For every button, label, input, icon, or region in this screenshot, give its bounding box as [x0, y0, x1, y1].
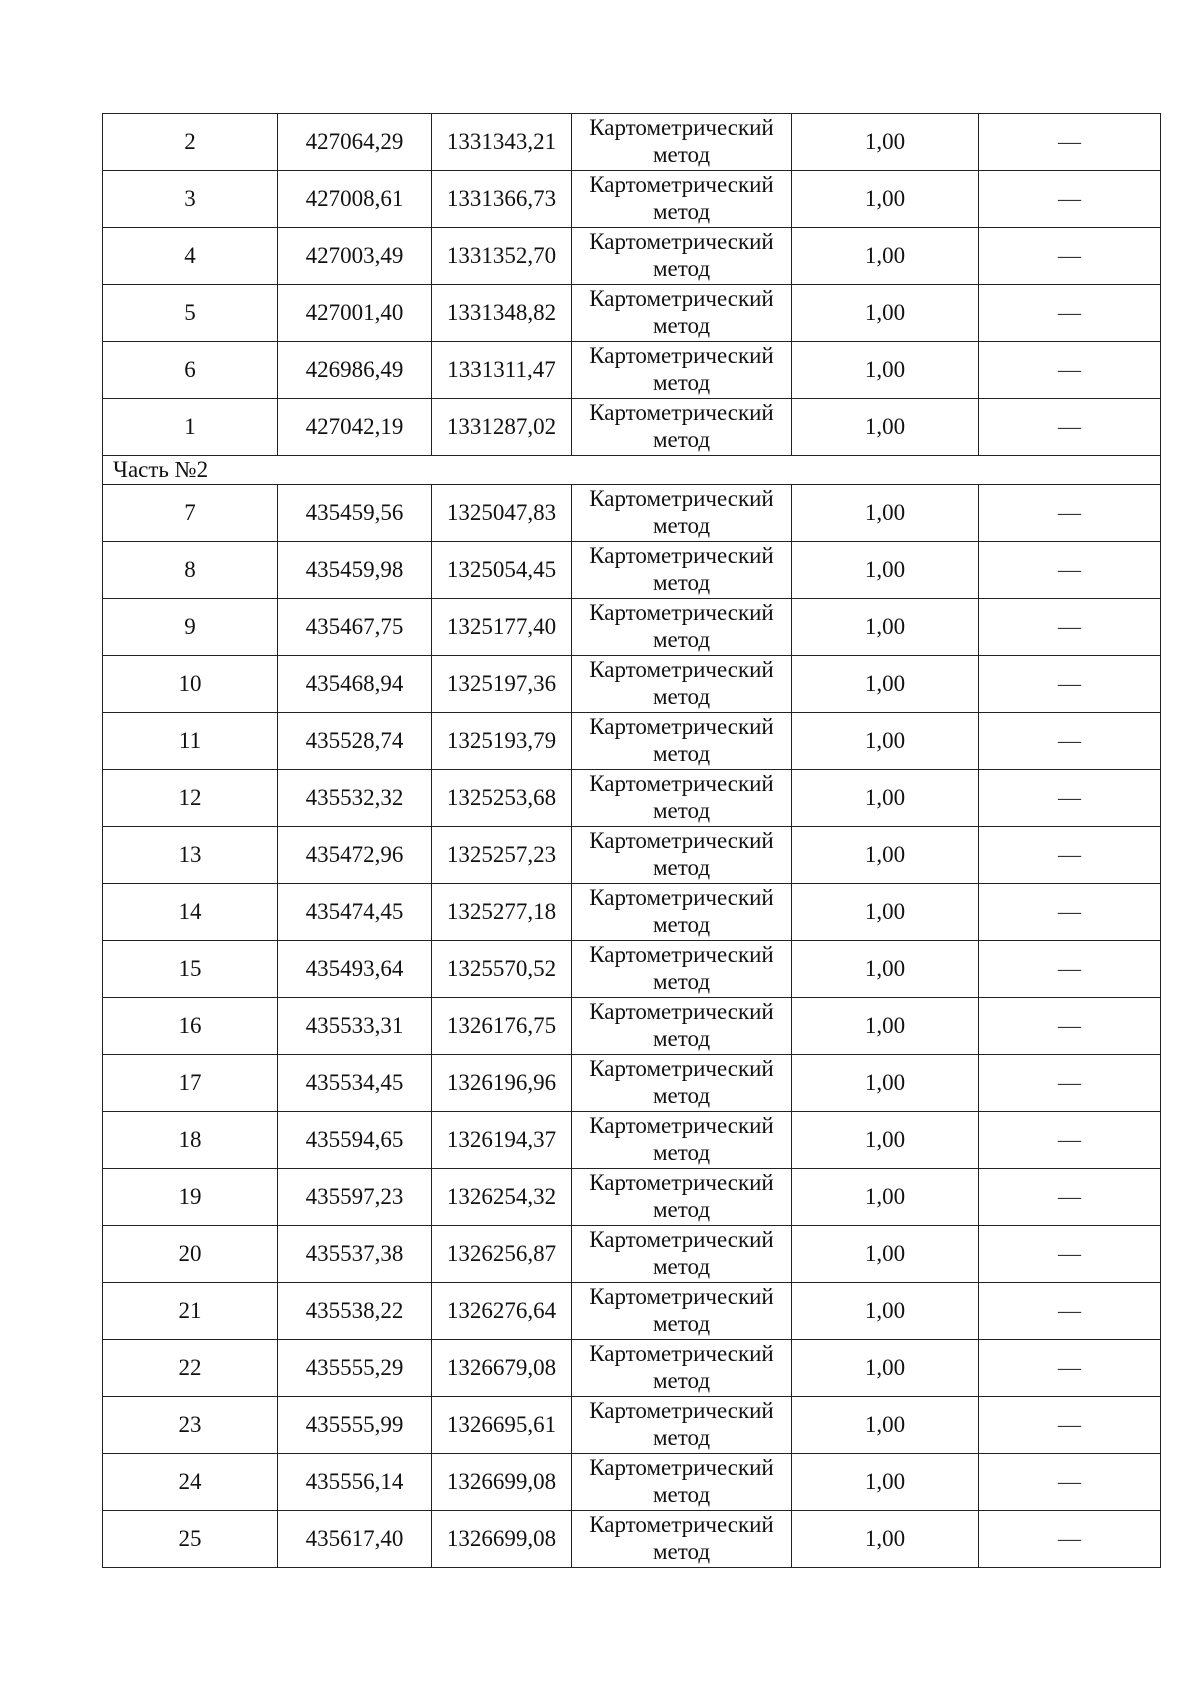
table-row — [103, 827, 1161, 884]
note-cell: — — [979, 1511, 1161, 1568]
table-row — [103, 342, 1161, 399]
method-cell — [572, 285, 792, 342]
x-coordinate-cell: 435617,40 — [278, 1511, 432, 1568]
accuracy-cell: 1,00 — [792, 171, 979, 228]
x-coordinate-cell: 435537,38 — [278, 1226, 432, 1283]
y-coordinate-cell: 1326196,96 — [432, 1055, 572, 1112]
point-number-cell: 20 — [103, 1226, 278, 1283]
method-line-1: Картометрический — [589, 399, 774, 425]
method-line-1: Картометрический — [589, 114, 774, 140]
note-cell: — — [979, 1169, 1161, 1226]
method-cell — [572, 171, 792, 228]
y-coordinate-cell: 1326699,08 — [432, 1454, 572, 1511]
method-cell — [572, 827, 792, 884]
method-line-2: метод — [652, 255, 711, 281]
point-number-cell: 19 — [103, 1169, 278, 1226]
method-cell — [572, 114, 792, 171]
x-coordinate-cell: 435474,45 — [278, 884, 432, 941]
method-line-1: Картометрический — [589, 770, 774, 796]
table-row — [103, 599, 1161, 656]
y-coordinate-cell: 1331352,70 — [432, 228, 572, 285]
x-coordinate-cell: 427003,49 — [278, 228, 432, 285]
method-line-1: Картометрический — [589, 228, 774, 254]
table-row — [103, 1226, 1161, 1283]
x-coordinate-cell: 435459,56 — [278, 485, 432, 542]
method-line-1: Картометрический — [589, 713, 774, 739]
method-line-1: Картометрический — [589, 599, 774, 625]
accuracy-cell: 1,00 — [792, 656, 979, 713]
method-line-2: метод — [652, 911, 711, 937]
table-row — [103, 399, 1161, 456]
point-number-cell: 11 — [103, 713, 278, 770]
coordinates-table — [102, 113, 1161, 1568]
y-coordinate-cell: 1325193,79 — [432, 713, 572, 770]
accuracy-cell: 1,00 — [792, 770, 979, 827]
accuracy-cell: 1,00 — [792, 998, 979, 1055]
note-cell: — — [979, 713, 1161, 770]
method-cell — [572, 1226, 792, 1283]
y-coordinate-cell: 1331348,82 — [432, 285, 572, 342]
section-row — [103, 456, 1161, 485]
method-line-2: метод — [652, 198, 711, 224]
method-line-1: Картометрический — [589, 941, 774, 967]
method-cell — [572, 1169, 792, 1226]
method-cell — [572, 656, 792, 713]
y-coordinate-cell: 1326194,37 — [432, 1112, 572, 1169]
x-coordinate-cell: 435459,98 — [278, 542, 432, 599]
accuracy-cell: 1,00 — [792, 599, 979, 656]
method-cell — [572, 998, 792, 1055]
x-coordinate-cell: 426986,49 — [278, 342, 432, 399]
method-line-1: Картометрический — [589, 1283, 774, 1309]
table-row — [103, 1055, 1161, 1112]
note-cell: — — [979, 285, 1161, 342]
method-line-1: Картометрический — [589, 1112, 774, 1138]
point-number-cell: 1 — [103, 399, 278, 456]
section-label: Часть №2 — [103, 456, 1161, 485]
method-cell — [572, 1454, 792, 1511]
point-number-cell: 22 — [103, 1340, 278, 1397]
x-coordinate-cell: 435594,65 — [278, 1112, 432, 1169]
method-line-1: Картометрический — [589, 485, 774, 511]
table-row — [103, 713, 1161, 770]
table-row — [103, 656, 1161, 713]
point-number-cell: 24 — [103, 1454, 278, 1511]
note-cell: — — [979, 1055, 1161, 1112]
table-row — [103, 884, 1161, 941]
method-cell — [572, 941, 792, 998]
x-coordinate-cell: 435528,74 — [278, 713, 432, 770]
note-cell: — — [979, 941, 1161, 998]
accuracy-cell: 1,00 — [792, 1055, 979, 1112]
note-cell: — — [979, 171, 1161, 228]
x-coordinate-cell: 435555,99 — [278, 1397, 432, 1454]
accuracy-cell: 1,00 — [792, 1397, 979, 1454]
table-row — [103, 1340, 1161, 1397]
method-line-1: Картометрический — [589, 1340, 774, 1366]
table-row — [103, 1511, 1161, 1568]
note-cell: — — [979, 399, 1161, 456]
y-coordinate-cell: 1326256,87 — [432, 1226, 572, 1283]
note-cell: — — [979, 1226, 1161, 1283]
method-line-2: метод — [652, 312, 711, 338]
method-cell — [572, 1397, 792, 1454]
note-cell: — — [979, 1340, 1161, 1397]
method-cell — [572, 713, 792, 770]
y-coordinate-cell: 1331311,47 — [432, 342, 572, 399]
accuracy-cell: 1,00 — [792, 542, 979, 599]
method-line-1: Картометрический — [589, 1169, 774, 1195]
x-coordinate-cell: 435467,75 — [278, 599, 432, 656]
method-cell — [572, 342, 792, 399]
y-coordinate-cell: 1326699,08 — [432, 1511, 572, 1568]
x-coordinate-cell: 427064,29 — [278, 114, 432, 171]
table-row — [103, 1397, 1161, 1454]
x-coordinate-cell: 435555,29 — [278, 1340, 432, 1397]
method-cell — [572, 1055, 792, 1112]
method-line-1: Картометрический — [589, 656, 774, 682]
method-line-2: метод — [652, 740, 711, 766]
method-cell — [572, 1112, 792, 1169]
y-coordinate-cell: 1325570,52 — [432, 941, 572, 998]
method-line-2: метод — [652, 1025, 711, 1051]
note-cell: — — [979, 827, 1161, 884]
y-coordinate-cell: 1326176,75 — [432, 998, 572, 1055]
method-line-1: Картометрический — [589, 1511, 774, 1537]
method-cell — [572, 1283, 792, 1340]
method-cell — [572, 228, 792, 285]
accuracy-cell: 1,00 — [792, 114, 979, 171]
note-cell: — — [979, 599, 1161, 656]
point-number-cell: 25 — [103, 1511, 278, 1568]
note-cell: — — [979, 1397, 1161, 1454]
y-coordinate-cell: 1326679,08 — [432, 1340, 572, 1397]
table-row — [103, 770, 1161, 827]
y-coordinate-cell: 1331366,73 — [432, 171, 572, 228]
point-number-cell: 7 — [103, 485, 278, 542]
accuracy-cell: 1,00 — [792, 884, 979, 941]
method-cell — [572, 399, 792, 456]
method-cell — [572, 599, 792, 656]
point-number-cell: 17 — [103, 1055, 278, 1112]
accuracy-cell: 1,00 — [792, 1226, 979, 1283]
note-cell: — — [979, 770, 1161, 827]
accuracy-cell: 1,00 — [792, 713, 979, 770]
method-line-2: метод — [652, 141, 711, 167]
note-cell: — — [979, 884, 1161, 941]
y-coordinate-cell: 1325257,23 — [432, 827, 572, 884]
point-number-cell: 4 — [103, 228, 278, 285]
point-number-cell: 9 — [103, 599, 278, 656]
table-row — [103, 114, 1161, 171]
accuracy-cell: 1,00 — [792, 485, 979, 542]
x-coordinate-cell: 435534,45 — [278, 1055, 432, 1112]
y-coordinate-cell: 1326254,32 — [432, 1169, 572, 1226]
point-number-cell: 3 — [103, 171, 278, 228]
note-cell: — — [979, 342, 1161, 399]
table-row — [103, 542, 1161, 599]
table-row — [103, 285, 1161, 342]
accuracy-cell: 1,00 — [792, 228, 979, 285]
note-cell: — — [979, 1283, 1161, 1340]
table-row — [103, 485, 1161, 542]
x-coordinate-cell: 435468,94 — [278, 656, 432, 713]
point-number-cell: 13 — [103, 827, 278, 884]
method-line-1: Картометрический — [589, 1055, 774, 1081]
table-row — [103, 998, 1161, 1055]
method-cell — [572, 542, 792, 599]
method-line-2: метод — [652, 1082, 711, 1108]
method-line-2: метод — [652, 1253, 711, 1279]
point-number-cell: 6 — [103, 342, 278, 399]
method-line-2: метод — [652, 1424, 711, 1450]
x-coordinate-cell: 435533,31 — [278, 998, 432, 1055]
note-cell: — — [979, 228, 1161, 285]
note-cell: — — [979, 656, 1161, 713]
y-coordinate-cell: 1331343,21 — [432, 114, 572, 171]
method-line-2: метод — [652, 797, 711, 823]
accuracy-cell: 1,00 — [792, 1283, 979, 1340]
note-cell: — — [979, 542, 1161, 599]
method-line-2: метод — [652, 1538, 711, 1564]
point-number-cell: 15 — [103, 941, 278, 998]
x-coordinate-cell: 427008,61 — [278, 171, 432, 228]
method-line-2: метод — [652, 569, 711, 595]
accuracy-cell: 1,00 — [792, 827, 979, 884]
method-cell — [572, 884, 792, 941]
note-cell: — — [979, 485, 1161, 542]
y-coordinate-cell: 1325253,68 — [432, 770, 572, 827]
note-cell: — — [979, 114, 1161, 171]
point-number-cell: 16 — [103, 998, 278, 1055]
table-row — [103, 1169, 1161, 1226]
y-coordinate-cell: 1325047,83 — [432, 485, 572, 542]
point-number-cell: 14 — [103, 884, 278, 941]
method-line-2: метод — [652, 854, 711, 880]
method-line-2: метод — [652, 512, 711, 538]
x-coordinate-cell: 435493,64 — [278, 941, 432, 998]
accuracy-cell: 1,00 — [792, 1340, 979, 1397]
table-row — [103, 1454, 1161, 1511]
table-row — [103, 941, 1161, 998]
accuracy-cell: 1,00 — [792, 1511, 979, 1568]
method-line-2: метод — [652, 426, 711, 452]
method-line-1: Картометрический — [589, 884, 774, 910]
accuracy-cell: 1,00 — [792, 1169, 979, 1226]
y-coordinate-cell: 1325197,36 — [432, 656, 572, 713]
method-line-1: Картометрический — [589, 1397, 774, 1423]
coordinates-table-body — [103, 114, 1161, 1568]
method-line-1: Картометрический — [589, 827, 774, 853]
x-coordinate-cell: 435597,23 — [278, 1169, 432, 1226]
x-coordinate-cell: 435556,14 — [278, 1454, 432, 1511]
x-coordinate-cell: 435472,96 — [278, 827, 432, 884]
method-line-2: метод — [652, 968, 711, 994]
note-cell: — — [979, 1454, 1161, 1511]
method-line-1: Картометрический — [589, 542, 774, 568]
method-line-1: Картометрический — [589, 998, 774, 1024]
point-number-cell: 5 — [103, 285, 278, 342]
accuracy-cell: 1,00 — [792, 1454, 979, 1511]
method-line-1: Картометрический — [589, 1454, 774, 1480]
table-row — [103, 1283, 1161, 1340]
method-line-1: Картометрический — [589, 342, 774, 368]
point-number-cell: 10 — [103, 656, 278, 713]
table-row — [103, 171, 1161, 228]
x-coordinate-cell: 435538,22 — [278, 1283, 432, 1340]
method-line-1: Картометрический — [589, 1226, 774, 1252]
note-cell: — — [979, 1112, 1161, 1169]
accuracy-cell: 1,00 — [792, 285, 979, 342]
table-row — [103, 228, 1161, 285]
method-line-2: метод — [652, 1196, 711, 1222]
point-number-cell: 8 — [103, 542, 278, 599]
accuracy-cell: 1,00 — [792, 399, 979, 456]
method-cell — [572, 1340, 792, 1397]
method-line-2: метод — [652, 1481, 711, 1507]
point-number-cell: 12 — [103, 770, 278, 827]
note-cell: — — [979, 998, 1161, 1055]
y-coordinate-cell: 1331287,02 — [432, 399, 572, 456]
x-coordinate-cell: 435532,32 — [278, 770, 432, 827]
method-cell — [572, 485, 792, 542]
y-coordinate-cell: 1326695,61 — [432, 1397, 572, 1454]
method-line-2: метод — [652, 1310, 711, 1336]
table-row — [103, 1112, 1161, 1169]
point-number-cell: 23 — [103, 1397, 278, 1454]
method-line-2: метод — [652, 1139, 711, 1165]
point-number-cell: 21 — [103, 1283, 278, 1340]
point-number-cell: 2 — [103, 114, 278, 171]
x-coordinate-cell: 427042,19 — [278, 399, 432, 456]
method-line-2: метод — [652, 683, 711, 709]
point-number-cell: 18 — [103, 1112, 278, 1169]
method-line-2: метод — [652, 626, 711, 652]
y-coordinate-cell: 1325054,45 — [432, 542, 572, 599]
x-coordinate-cell: 427001,40 — [278, 285, 432, 342]
method-line-1: Картометрический — [589, 285, 774, 311]
method-cell — [572, 1511, 792, 1568]
y-coordinate-cell: 1326276,64 — [432, 1283, 572, 1340]
method-cell — [572, 770, 792, 827]
y-coordinate-cell: 1325177,40 — [432, 599, 572, 656]
accuracy-cell: 1,00 — [792, 1112, 979, 1169]
method-line-2: метод — [652, 369, 711, 395]
method-line-2: метод — [652, 1367, 711, 1393]
method-line-1: Картометрический — [589, 171, 774, 197]
accuracy-cell: 1,00 — [792, 941, 979, 998]
accuracy-cell: 1,00 — [792, 342, 979, 399]
y-coordinate-cell: 1325277,18 — [432, 884, 572, 941]
